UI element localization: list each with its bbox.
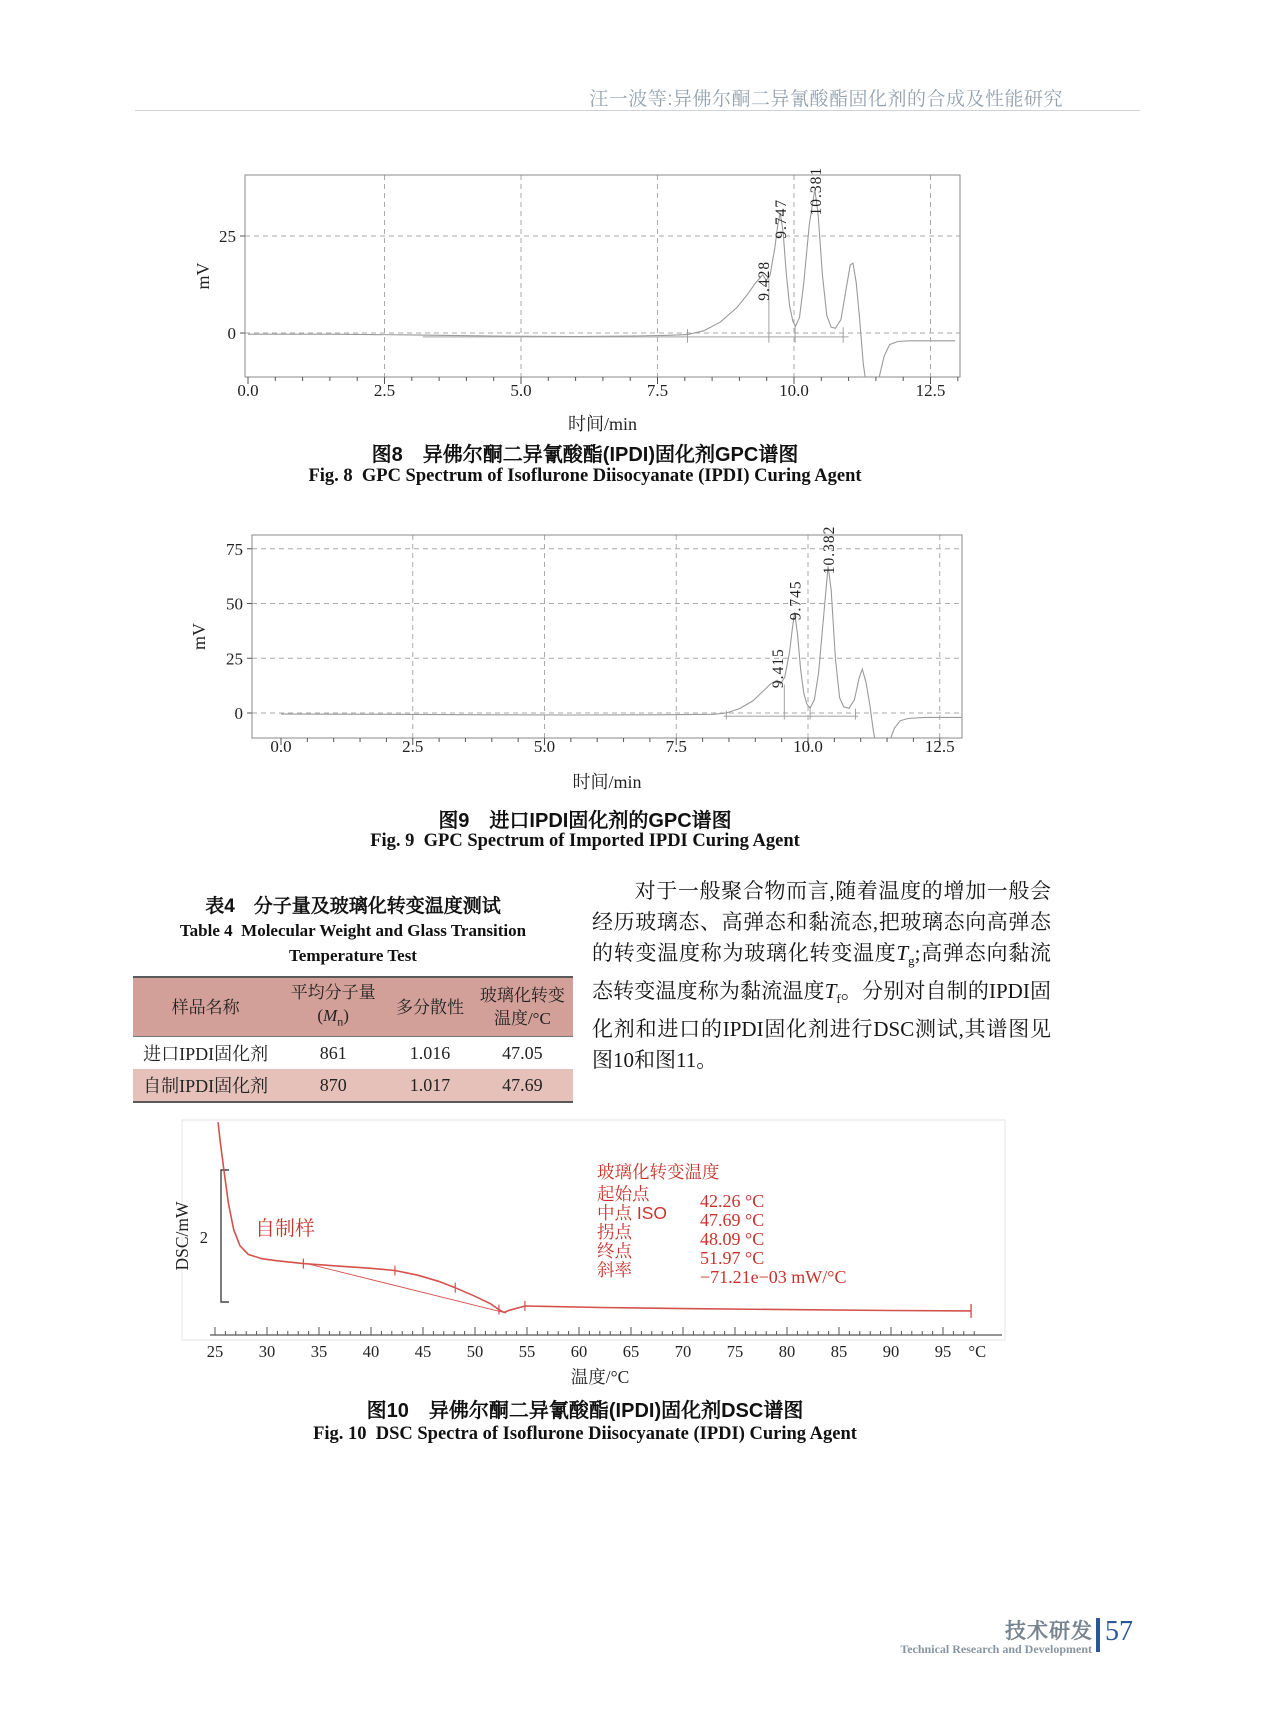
svg-text:45: 45 — [414, 1342, 432, 1361]
dsc-sample-label: 自制样 — [255, 1218, 315, 1240]
paragraph-text: 对于一般聚合物而言,随着温度的增加一般会经历玻璃态、高弹态和黏流态,把玻璃态向高弹态的转变温度称为玻璃化转变温度 — [592, 879, 1051, 965]
svg-text:85: 85 — [830, 1342, 848, 1361]
svg-text:12.5: 12.5 — [915, 381, 946, 400]
x-axis-unit: °C — [968, 1342, 987, 1361]
fig9-caption-en: Fig. 9 GPC Spectrum of Imported IPDI Curing Agent — [370, 831, 800, 851]
dsc-annotation-row — [597, 1260, 1037, 1287]
annotation-value: 42.26 °C — [700, 1191, 765, 1211]
scale-bar-value: 2 — [199, 1228, 208, 1247]
paragraph-text: ;高弹态向黏流态转变温度称为黏流温度 — [592, 941, 1051, 1004]
svg-text:40: 40 — [362, 1342, 380, 1361]
annotation-value: 51.97 °C — [700, 1248, 765, 1268]
col-header-avg-mol-weight — [278, 977, 388, 1037]
running-head: 汪一波等:异佛尔酮二异氰酸酯固化剂的合成及性能研究 — [589, 89, 1063, 110]
svg-text:7.5: 7.5 — [665, 737, 687, 756]
table4 — [133, 976, 573, 1103]
dsc-annotation-title: 玻璃化转变温度 — [597, 1162, 720, 1182]
svg-text:35: 35 — [310, 1342, 328, 1361]
cell-mn: 870 — [278, 1069, 388, 1102]
fig10-caption-zh: 图10 异佛尔酮二异氰酸酯(IPDI)固化剂DSC谱图 — [366, 1400, 804, 1422]
gpc-chart-fig8 — [185, 150, 995, 442]
dsc-annotation-row — [597, 1241, 1037, 1268]
scale-bracket — [221, 1170, 229, 1302]
mn-base: M — [323, 1006, 338, 1025]
svg-text:12.5: 12.5 — [924, 737, 955, 756]
dsc-annotation-block — [597, 1162, 1037, 1287]
dsc-annotation-row — [597, 1184, 1037, 1211]
svg-text:25: 25 — [206, 1342, 224, 1361]
svg-text:10.0: 10.0 — [779, 381, 809, 400]
annotation-label: 拐点 — [597, 1222, 632, 1242]
tg-symbol: T — [896, 941, 909, 965]
svg-text:25: 25 — [219, 227, 236, 246]
fig8-caption-en: Fig. 8 GPC Spectrum of Isoflurone Diisocyanate (IPDI) Curing Agent — [308, 466, 862, 486]
svg-text:0.0: 0.0 — [270, 737, 292, 756]
dsc-annotation-row — [597, 1203, 1037, 1230]
x-axis-label: 时间/min — [567, 414, 638, 434]
svg-text:60: 60 — [570, 1342, 588, 1361]
y-axis-label: mV — [193, 262, 213, 290]
footer-divider-bar — [1096, 1618, 1100, 1652]
fig10-caption-en: Fig. 10 DSC Spectra of Isoflurone Diisocyanate (IPDI) Curing Agent — [313, 1424, 857, 1444]
cell-tg: 47.69 — [472, 1069, 573, 1102]
svg-text:5.0: 5.0 — [510, 381, 532, 400]
cell-tg: 47.05 — [502, 1042, 543, 1063]
col-header-sample-name: 样品名称 — [133, 977, 278, 1037]
col-header-glass-transition — [472, 977, 573, 1037]
svg-text:90: 90 — [882, 1342, 900, 1361]
annotation-label: 起始点 — [597, 1184, 650, 1204]
peak-label: 9.415 — [770, 648, 788, 689]
gpc-trace — [281, 566, 964, 761]
peak-label: 9.747 — [773, 198, 791, 239]
peak-label: 9.428 — [755, 260, 773, 301]
annotation-label: 斜率 — [597, 1260, 632, 1280]
svg-text:0: 0 — [234, 704, 243, 723]
dsc-annotation-row — [597, 1222, 1037, 1249]
col-header-glass-transition-line1: 玻璃化转变 — [479, 986, 565, 1006]
x-axis-label: 温度/°C — [570, 1367, 630, 1387]
annotation-value: 48.09 °C — [700, 1229, 765, 1249]
tf-subscript: f — [836, 991, 841, 1007]
svg-text:10.0: 10.0 — [793, 737, 823, 756]
svg-text:50: 50 — [466, 1342, 484, 1361]
footer-section-zh: 技术研发 — [1005, 1620, 1093, 1643]
svg-text:75: 75 — [226, 539, 243, 559]
svg-text:50: 50 — [226, 594, 243, 614]
table4-title-en-line1: Table 4 Molecular Weight and Glass Transition — [179, 921, 527, 940]
col-header-mn — [280, 1004, 386, 1033]
peak-label: 10.382 — [821, 525, 839, 575]
svg-text:2.5: 2.5 — [402, 737, 424, 756]
annotation-label: 中点 ISO — [597, 1203, 668, 1223]
header-rule — [135, 110, 1140, 111]
svg-text:65: 65 — [622, 1342, 640, 1361]
svg-text:7.5: 7.5 — [646, 381, 669, 400]
tg-subscript: g — [908, 953, 915, 969]
y-axis-label: mV — [189, 623, 209, 650]
footer-section-en: Technical Research and Development — [900, 1642, 1092, 1656]
col-header-polydispersity: 多分散性 — [388, 977, 472, 1037]
mn-open: ( — [317, 1006, 324, 1025]
mn-sub: n — [337, 1014, 344, 1029]
annotation-label: 终点 — [597, 1241, 632, 1261]
y-axis-label: DSC/mW — [172, 1201, 192, 1271]
svg-text:2.5: 2.5 — [373, 381, 396, 400]
fig8-caption-zh: 图8 异佛尔酮二异氰酸酯(IPDI)固化剂GPC谱图 — [371, 444, 799, 466]
fig9-caption-zh: 图9 进口IPDI固化剂的GPC谱图 — [438, 810, 732, 832]
peak-label: 9.745 — [787, 580, 805, 621]
footer-page-number: 57 — [1105, 1616, 1133, 1647]
body-paragraph — [592, 876, 1051, 1076]
mn-close: ) — [343, 1006, 349, 1025]
x-axis-label: 时间/min — [572, 772, 642, 792]
table4-header-row — [133, 977, 573, 1037]
svg-text:30: 30 — [258, 1342, 276, 1361]
annotation-value: 47.69 °C — [700, 1210, 765, 1230]
tf-symbol: T — [824, 979, 837, 1004]
gpc-trace — [248, 189, 955, 399]
cell-pdi: 1.016 — [409, 1042, 451, 1063]
peak-label: 10.381 — [807, 166, 825, 216]
table4-block — [133, 891, 573, 1103]
cell-mn: 861 — [319, 1042, 347, 1063]
table-row — [133, 1037, 573, 1070]
svg-text:55: 55 — [518, 1342, 536, 1361]
annotation-value: −71.21e−03 mW/°C — [700, 1267, 847, 1287]
gpc-chart-fig9 — [185, 520, 995, 804]
svg-text:80: 80 — [778, 1342, 796, 1361]
paragraph-text: 。分别对自制的IPDI固化剂和进口的IPDI固化剂进行DSC测试,其谱图见图10和图11。 — [592, 979, 1051, 1073]
svg-text:0: 0 — [227, 324, 236, 343]
table4-title-en-line2: Temperature Test — [289, 946, 417, 965]
svg-text:0.0: 0.0 — [237, 381, 259, 400]
svg-text:75: 75 — [726, 1342, 744, 1361]
col-header-glass-transition-line2: 温度/°C — [493, 1009, 551, 1029]
svg-text:95: 95 — [934, 1342, 952, 1361]
table4-title-zh: 表4 分子量及玻璃化转变温度测试 — [205, 896, 501, 917]
col-header-avg-mol-weight-line1: 平均分子量 — [290, 983, 376, 1002]
svg-text:5.0: 5.0 — [533, 737, 556, 756]
cell-sample-name: 进口IPDI固化剂 — [143, 1044, 269, 1065]
svg-text:70: 70 — [674, 1342, 692, 1361]
cell-sample-name: 自制IPDI固化剂 — [133, 1069, 278, 1102]
cell-pdi: 1.017 — [388, 1069, 472, 1102]
svg-text:25: 25 — [226, 649, 243, 669]
